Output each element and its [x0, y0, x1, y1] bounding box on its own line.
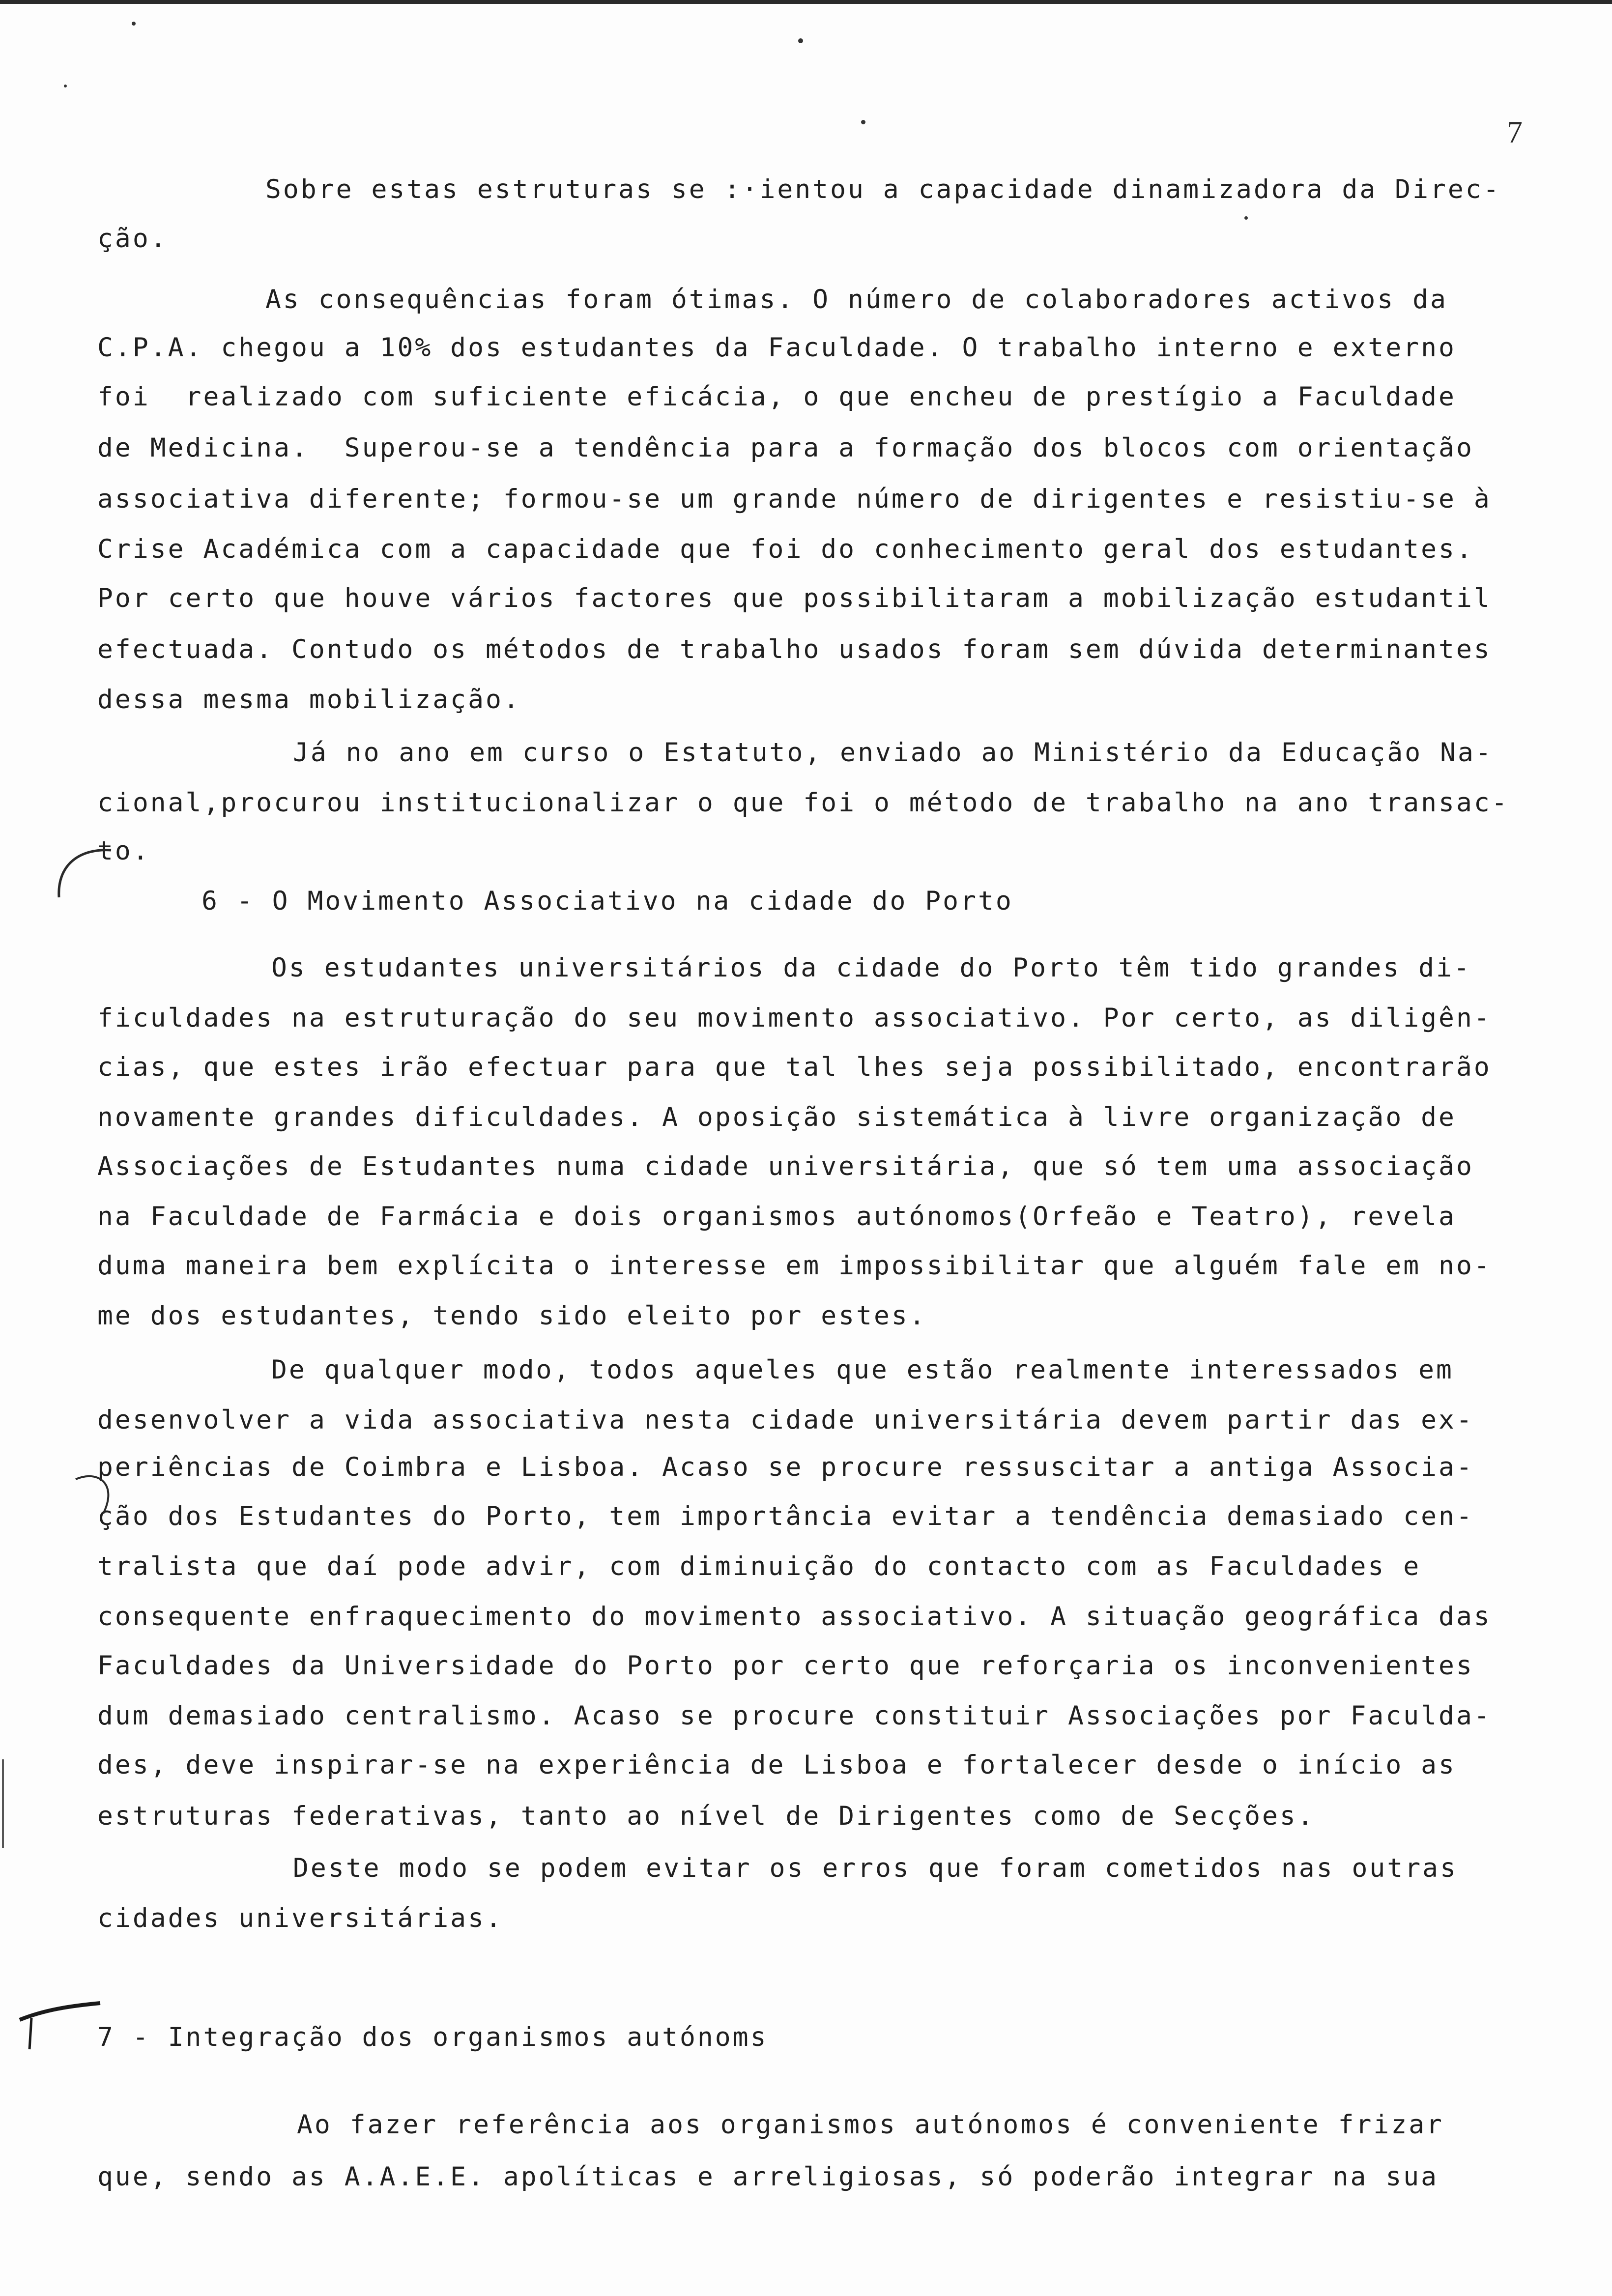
text-line: foi realizado com suficiente eficácia, o que encheu de prestígio a Faculdade	[97, 382, 1456, 412]
scan-speck	[132, 22, 136, 26]
text-line: que, sendo as A.A.E.E. apolíticas e arreligiosas, só poderão integrar na sua	[97, 2162, 1439, 2192]
section-heading: 6 - O Movimento Associativo na cidade do Porto	[202, 886, 1013, 916]
text-line: tralista que daí pode advir, com diminuição do contacto com as Faculdades e	[97, 1551, 1421, 1581]
text-line: De qualquer modo, todos aqueles que estão realmente interessados em	[271, 1355, 1454, 1385]
text-line: me dos estudantes, tendo sido eleito por estes.	[97, 1301, 927, 1331]
text-line: desenvolver a vida associativa nesta cidade universitária devem partir das ex-	[97, 1405, 1474, 1435]
text-line: Deste modo se podem evitar os erros que foram cometidos nas outras	[293, 1853, 1458, 1883]
text-line: Crise Académica com a capacidade que foi do conhecimento geral dos estudantes.	[97, 534, 1474, 564]
text-line: cidades universitárias.	[97, 1903, 503, 1933]
text-line: Faculdades da Universidade do Porto por certo que reforçaria os inconvenientes	[97, 1651, 1474, 1681]
text-line: ção.	[97, 224, 168, 254]
text-line: dum demasiado centralismo. Acaso se procure constituir Associações por Faculda-	[97, 1701, 1492, 1731]
text-line: Os estudantes universitários da cidade do Porto têm tido grandes di-	[271, 953, 1471, 983]
top-edge-rule	[0, 0, 1612, 4]
margin-pen-stroke	[10, 1985, 103, 2054]
scan-speck	[64, 85, 67, 87]
margin-bracket-mark	[69, 1464, 128, 1523]
text-line: dessa mesma mobilização.	[97, 685, 521, 715]
text-line: Associações de Estudantes numa cidade universitária, que só tem uma associação	[97, 1151, 1474, 1181]
text-line: Por certo que houve vários factores que possibilitaram a mobilização estudantil	[97, 583, 1492, 613]
margin-bracket-mark	[47, 843, 116, 907]
text-line: cias, que estes irão efectuar para que tal lhes seja possibilitado, encontrarão	[97, 1052, 1492, 1082]
scan-speck	[861, 120, 865, 124]
text-line: duma maneira bem explícita o interesse em impossibilitar que alguém fale em no-	[97, 1251, 1492, 1281]
scan-speck	[798, 38, 803, 43]
left-edge-mark	[0, 1759, 6, 1848]
text-line: Sobre estas estruturas se :·ientou a capacidade dinamizadora da Direc-	[265, 174, 1501, 204]
text-line: Ao fazer referência aos organismos autónomos é conveniente frizar	[297, 2110, 1444, 2140]
text-line: efectuada. Contudo os métodos de trabalho usados foram sem dúvida determinantes	[97, 634, 1492, 664]
text-line: to.	[97, 836, 150, 866]
text-line: des, deve inspirar-se na experiência de Lisboa e fortalecer desde o início as	[97, 1750, 1456, 1780]
text-line: periências de Coimbra e Lisboa. Acaso se procure ressuscitar a antiga Associa-	[97, 1452, 1474, 1482]
text-line: As consequências foram ótimas. O número de colaboradores activos da	[265, 285, 1448, 315]
text-line: estruturas federativas, tanto ao nível de Dirigentes como de Secções.	[97, 1801, 1315, 1831]
text-line: C.P.A. chegou a 10% dos estudantes da Faculdade. O trabalho interno e externo	[97, 333, 1456, 363]
text-line: associativa diferente; formou-se um grande número de dirigentes e resistiu-se à	[97, 484, 1492, 514]
page-number: 7	[1507, 115, 1523, 149]
text-line: cional,procurou institucionalizar o que foi o método de trabalho na ano transac-	[97, 788, 1509, 818]
scan-speck	[1244, 216, 1248, 220]
text-line: novamente grandes dificuldades. A oposição sistemática à livre organização de	[97, 1102, 1456, 1132]
text-line: de Medicina. Superou-se a tendência para a formação dos blocos com orientação	[97, 433, 1474, 463]
text-line: consequente enfraquecimento do movimento associativo. A situação geográfica das	[97, 1602, 1492, 1632]
section-heading: 7 - Integração dos organismos autónoms	[97, 2022, 768, 2052]
text-line: ficuldades na estruturação do seu movimento associativo. Por certo, as diligên-	[97, 1003, 1492, 1033]
text-line: ção dos Estudantes do Porto, tem importância evitar a tendência demasiado cen-	[97, 1501, 1474, 1531]
text-line: Já no ano em curso o Estatuto, enviado ao Ministério da Educação Na-	[293, 738, 1493, 768]
text-line: na Faculdade de Farmácia e dois organismos autónomos(Orfeão e Teatro), revela	[97, 1202, 1456, 1232]
